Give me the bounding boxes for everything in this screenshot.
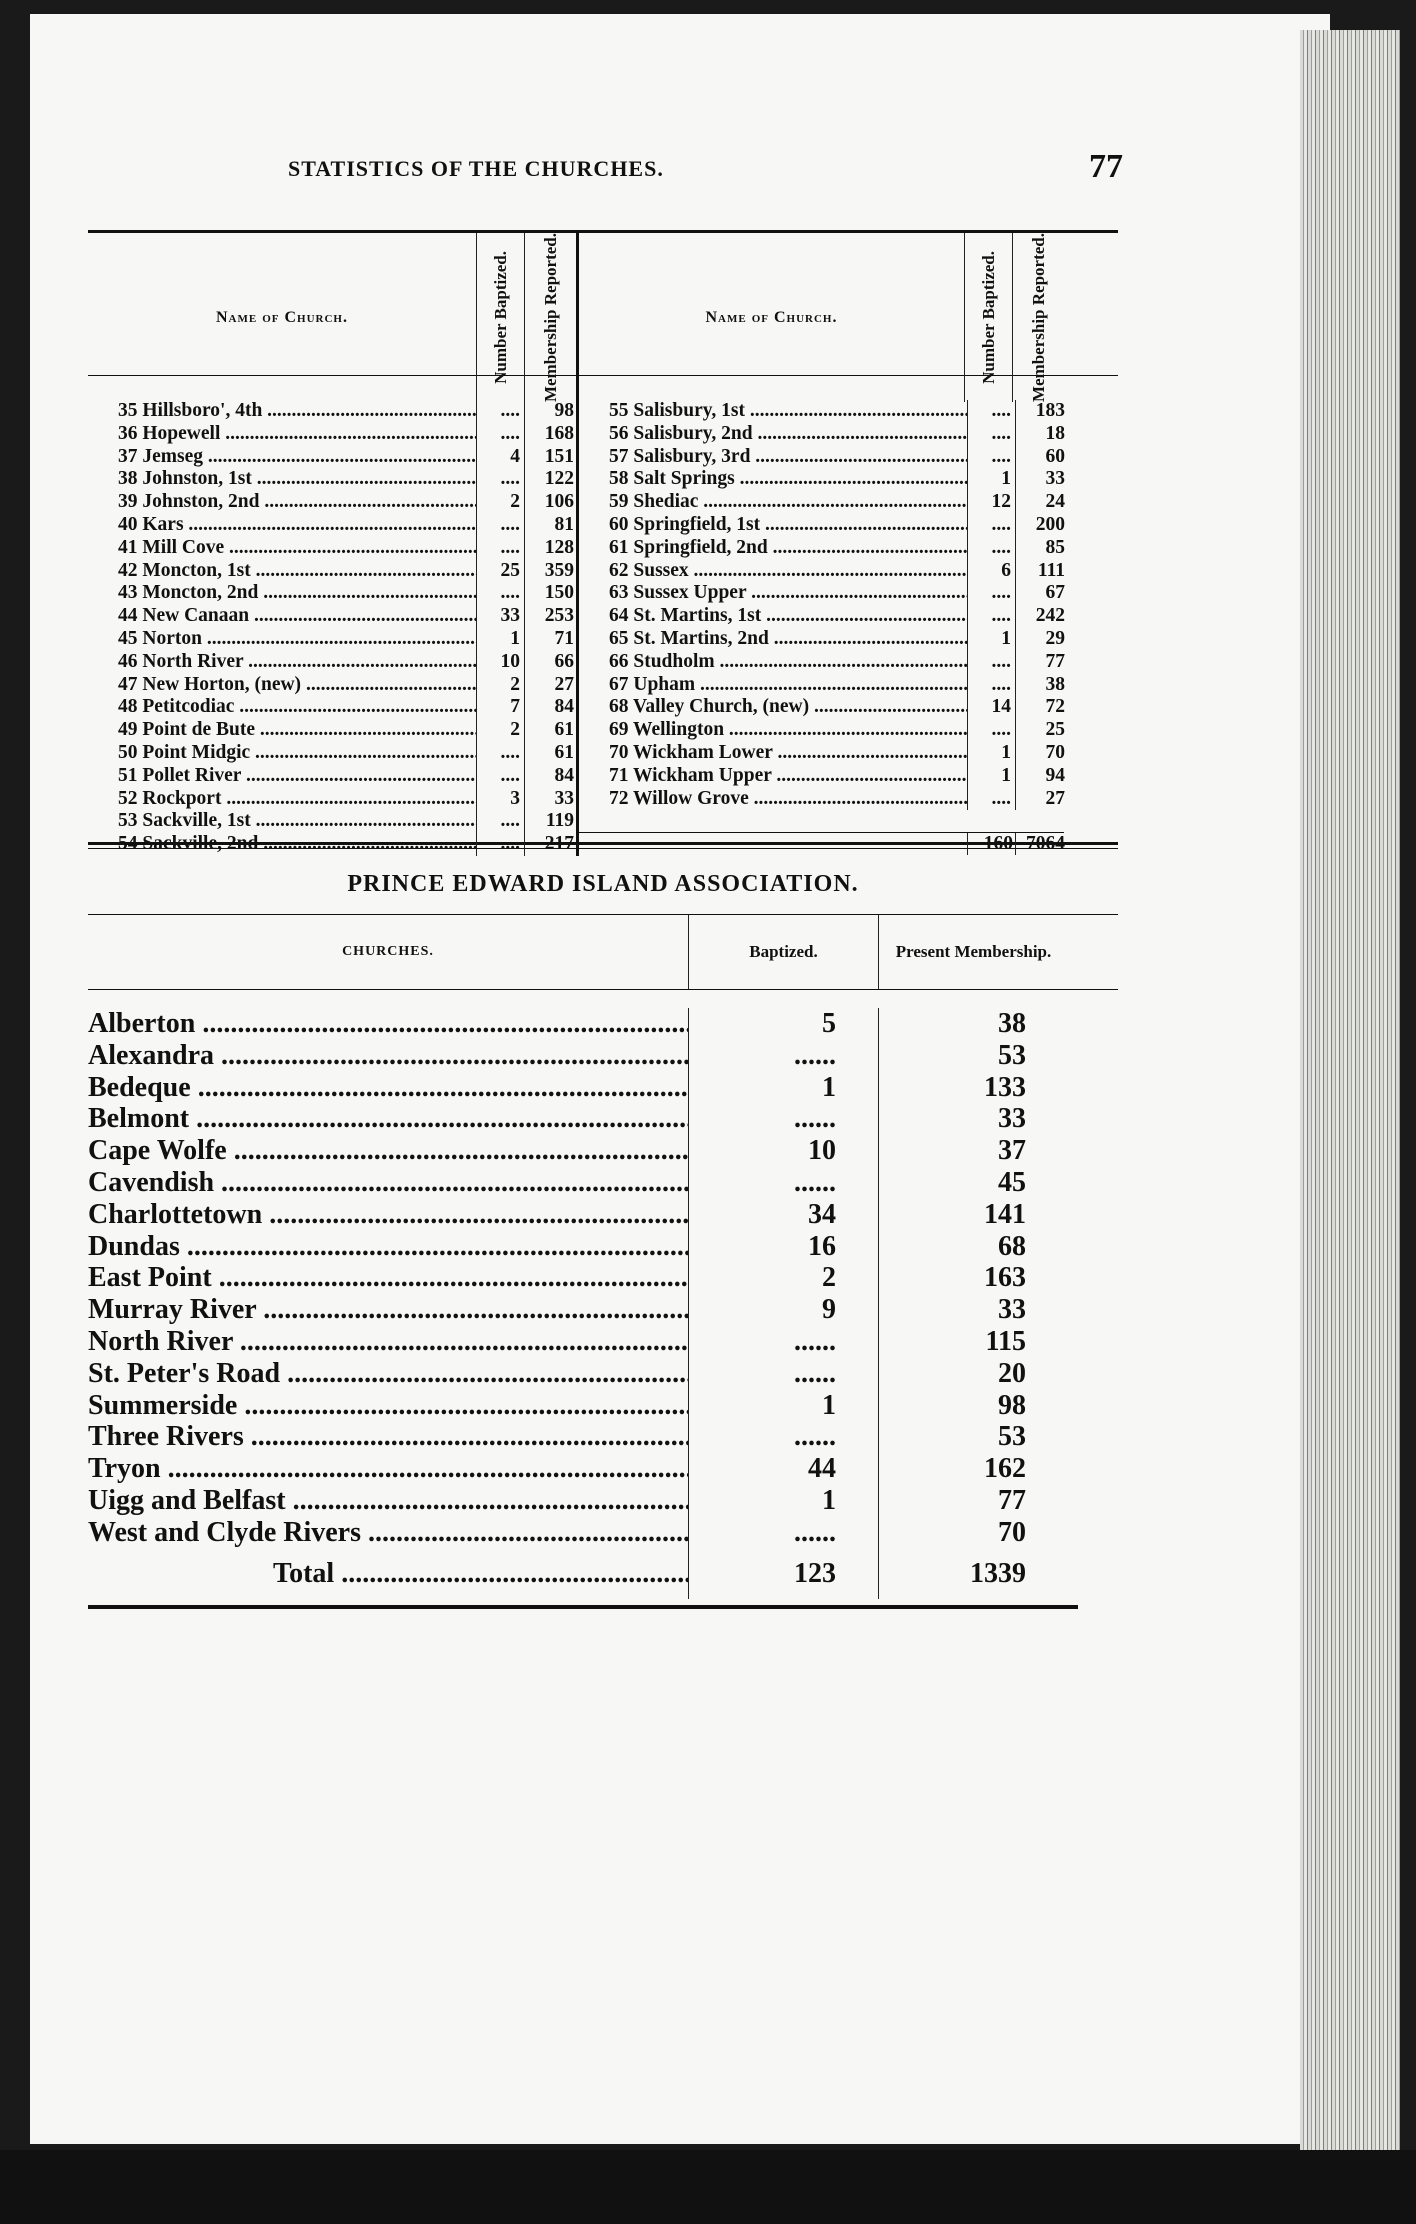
church-name: 68 Valley Church, (new) ..... <box>579 696 967 719</box>
pei-membership-count: 163 <box>984 1262 1026 1294</box>
header-baptized: Baptized. <box>688 915 878 989</box>
baptized-count <box>476 400 524 423</box>
pei-baptized-count: 1 <box>822 1071 836 1103</box>
membership-count: 128 <box>524 537 576 560</box>
baptized-count: 2 <box>476 719 524 742</box>
baptized-count: 6 <box>967 560 1015 583</box>
pei-membership-count: 133 <box>984 1071 1026 1103</box>
pei-membership-count: 162 <box>984 1453 1026 1485</box>
pei-church-name: Summerside ..... <box>88 1390 688 1422</box>
church-name: 56 Salisbury, 2nd ..... <box>579 423 967 446</box>
table-row <box>88 537 576 560</box>
membership-count: 25 <box>1015 719 1067 742</box>
table-row <box>579 423 1064 446</box>
table-row <box>579 582 1064 605</box>
membership-count: 33 <box>524 788 576 811</box>
running-head <box>88 140 1123 190</box>
nb-totals-row <box>579 832 1064 855</box>
church-name: 40 Kars ..... <box>88 514 476 537</box>
pei-church-name: Belmont ..... <box>88 1103 688 1135</box>
table-row <box>88 719 576 742</box>
table-row <box>579 651 1064 674</box>
pei-church-name: Alexandra ..... <box>88 1040 688 1072</box>
baptized-count <box>476 537 524 560</box>
membership-count: 61 <box>524 742 576 765</box>
table-row <box>579 788 1064 811</box>
membership-count: 111 <box>1015 560 1067 583</box>
baptized-count <box>967 651 1015 674</box>
table-row <box>579 560 1064 583</box>
table-row <box>579 446 1064 469</box>
pei-baptized-count <box>689 1421 878 1453</box>
pei-baptized-count <box>689 1326 878 1358</box>
nb-left-column <box>88 376 576 856</box>
header-present-membership: Present Membership. <box>878 915 1068 989</box>
pei-baptized-count: 44 <box>808 1453 836 1485</box>
baptized-count <box>476 423 524 446</box>
baptized-count <box>476 810 524 833</box>
church-name: 72 Willow Grove ..... <box>579 788 967 811</box>
table-row <box>88 833 576 856</box>
table-row <box>88 446 576 469</box>
pei-membership-count: 33 <box>998 1103 1026 1135</box>
membership-count: 18 <box>1015 423 1067 446</box>
pei-church-name: Three Rivers ..... <box>88 1421 688 1453</box>
baptized-count <box>476 582 524 605</box>
pei-membership-count: 115 <box>985 1325 1026 1357</box>
membership-count: 84 <box>524 696 576 719</box>
pei-baptized-count: 2 <box>822 1262 836 1294</box>
church-name: 62 Sussex ..... <box>579 560 967 583</box>
header-number-baptized-left: Number Baptized. <box>476 233 524 402</box>
membership-count: 253 <box>524 605 576 628</box>
baptized-count <box>967 446 1015 469</box>
baptized-count: 7 <box>476 696 524 719</box>
table-row <box>579 696 1064 719</box>
membership-count: 27 <box>1015 788 1067 811</box>
page-edge <box>1300 30 1400 2180</box>
baptized-count: 2 <box>476 491 524 514</box>
running-title: STATISTICS OF THE CHURCHES. <box>288 156 664 181</box>
nb-total-membership: 7064 <box>1015 833 1067 855</box>
membership-count: 122 <box>524 468 576 491</box>
pei-total-label: Total ..... <box>88 1549 688 1599</box>
pei-table-body <box>88 990 1118 1549</box>
pei-membership-count: 33 <box>998 1294 1026 1326</box>
baptized-count <box>476 468 524 491</box>
pei-total-membership: 1339 <box>878 1549 1068 1599</box>
header-churches: CHURCHES. <box>342 944 434 959</box>
membership-count: 60 <box>1015 446 1067 469</box>
baptized-count <box>967 719 1015 742</box>
table-row <box>88 742 576 765</box>
pei-membership-count: 20 <box>998 1357 1026 1389</box>
baptized-count <box>967 582 1015 605</box>
table-row <box>579 742 1064 765</box>
baptized-count: 14 <box>967 696 1015 719</box>
table-row <box>88 628 576 651</box>
membership-count: 81 <box>524 514 576 537</box>
church-name: 66 Studholm ..... <box>579 651 967 674</box>
baptized-count: 33 <box>476 605 524 628</box>
header-membership-reported-right: Membership Reported. <box>1012 233 1064 402</box>
pei-membership-count: 68 <box>998 1230 1026 1262</box>
pei-membership-count: 77 <box>998 1484 1026 1516</box>
pei-baptized-count: 34 <box>808 1198 836 1230</box>
table-row <box>88 423 576 446</box>
pei-baptized-count: 1 <box>822 1389 836 1421</box>
membership-count: 98 <box>524 400 576 423</box>
membership-count: 84 <box>524 765 576 788</box>
church-name: 71 Wickham Upper ..... <box>579 765 967 788</box>
baptized-count <box>967 514 1015 537</box>
header-name-of-church-left: Name of Church. <box>216 308 348 326</box>
church-name: 58 Salt Springs ..... <box>579 468 967 491</box>
pei-church-name: North River ..... <box>88 1326 688 1358</box>
church-name: 41 Mill Cove ..... <box>88 537 476 560</box>
church-name: 44 New Canaan ..... <box>88 605 476 628</box>
table-row <box>579 765 1064 788</box>
table-row <box>88 400 576 423</box>
baptized-count: 1 <box>967 468 1015 491</box>
baptized-count <box>967 423 1015 446</box>
pei-church-name: Murray River ..... <box>88 1294 688 1326</box>
church-name: 50 Point Midgic ..... <box>88 742 476 765</box>
pei-church-name: West and Clyde Rivers ..... <box>88 1517 688 1549</box>
church-name: 52 Rockport ..... <box>88 788 476 811</box>
pei-total-row <box>88 1549 1118 1599</box>
table-row <box>579 514 1064 537</box>
membership-count: 242 <box>1015 605 1067 628</box>
membership-count: 66 <box>524 651 576 674</box>
pei-membership-count: 45 <box>998 1166 1026 1198</box>
table-row <box>88 696 576 719</box>
nb-total-baptized: 160 <box>967 833 1015 855</box>
church-name: 65 St. Martins, 2nd ..... <box>579 628 967 651</box>
pei-baptized-count: 9 <box>822 1294 836 1326</box>
church-name: 43 Moncton, 2nd ..... <box>88 582 476 605</box>
church-name: 61 Springfield, 2nd ..... <box>579 537 967 560</box>
church-name: 39 Johnston, 2nd ..... <box>88 491 476 514</box>
membership-count: 27 <box>524 674 576 697</box>
baptized-count <box>476 742 524 765</box>
church-name: 57 Salisbury, 3rd ..... <box>579 446 967 469</box>
table-row <box>88 788 576 811</box>
pei-total-baptized: 123 <box>688 1549 878 1599</box>
table-row <box>88 560 576 583</box>
church-name: 38 Johnston, 1st ..... <box>88 468 476 491</box>
pei-baptized-count <box>689 1040 878 1072</box>
nb-table-header <box>88 233 1118 403</box>
table-row <box>579 468 1064 491</box>
pei-names-column <box>88 1008 688 1549</box>
page-number: 77 <box>1089 148 1123 185</box>
pei-baptized-count: 1 <box>822 1484 836 1516</box>
church-name: 45 Norton ..... <box>88 628 476 651</box>
header-membership-reported-left: Membership Reported. <box>524 233 576 402</box>
church-name: 59 Shediac ..... <box>579 491 967 514</box>
pei-membership-count: 53 <box>998 1421 1026 1453</box>
church-name: 70 Wickham Lower ..... <box>579 742 967 765</box>
church-name: 63 Sussex Upper ..... <box>579 582 967 605</box>
membership-count: 85 <box>1015 537 1067 560</box>
baptized-count <box>967 400 1015 423</box>
pei-membership-count: 141 <box>984 1198 1026 1230</box>
pei-membership-count: 38 <box>998 1008 1026 1039</box>
church-name: 49 Point de Bute ..... <box>88 719 476 742</box>
membership-count: 77 <box>1015 651 1067 674</box>
pei-baptized-count: 5 <box>822 1008 836 1039</box>
pei-baptized-count <box>689 1167 878 1199</box>
church-name: 48 Petitcodiac ..... <box>88 696 476 719</box>
header-number-baptized-right: Number Baptized. <box>964 233 1012 402</box>
church-name: 53 Sackville, 1st ..... <box>88 810 476 833</box>
baptized-count <box>967 537 1015 560</box>
table-row <box>579 628 1064 651</box>
table-row <box>579 605 1064 628</box>
membership-count: 33 <box>1015 468 1067 491</box>
membership-count: 29 <box>1015 628 1067 651</box>
church-name: 35 Hillsboro', 4th ..... <box>88 400 476 423</box>
baptized-count <box>967 674 1015 697</box>
church-name: 46 North River ..... <box>88 651 476 674</box>
baptized-count <box>967 788 1015 811</box>
membership-count: 200 <box>1015 514 1067 537</box>
church-name: 64 St. Martins, 1st ..... <box>579 605 967 628</box>
membership-count: 24 <box>1015 491 1067 514</box>
table-row <box>579 400 1064 423</box>
table-row <box>88 651 576 674</box>
membership-count: 72 <box>1015 696 1067 719</box>
pei-baptized-column <box>688 1008 878 1549</box>
membership-count: 70 <box>1015 742 1067 765</box>
table-row <box>579 491 1064 514</box>
church-name: 42 Moncton, 1st ..... <box>88 560 476 583</box>
membership-count: 150 <box>524 582 576 605</box>
baptized-count <box>476 514 524 537</box>
nb-table-body <box>88 376 1118 855</box>
pei-membership-count: 70 <box>998 1516 1026 1548</box>
membership-count: 94 <box>1015 765 1067 788</box>
pei-membership-count: 53 <box>998 1039 1026 1071</box>
header-name-of-church-right: Name of Church. <box>576 233 964 402</box>
table-row <box>88 605 576 628</box>
church-name: 69 Wellington ..... <box>579 719 967 742</box>
pei-church-name: Dundas ..... <box>88 1231 688 1263</box>
baptized-count: 1 <box>967 742 1015 765</box>
church-name: 67 Upham ..... <box>579 674 967 697</box>
baptized-count: 3 <box>476 788 524 811</box>
pei-baptized-count: 10 <box>808 1135 836 1167</box>
pei-baptized-count: 16 <box>808 1230 836 1262</box>
pei-church-name: Alberton ..... <box>88 1008 688 1040</box>
membership-count: 183 <box>1015 400 1067 423</box>
baptized-count: 1 <box>476 628 524 651</box>
membership-count: 217 <box>524 833 576 856</box>
church-name: 54 Sackville, 2nd ..... <box>88 833 476 856</box>
pei-baptized-count <box>689 1358 878 1390</box>
membership-count: 67 <box>1015 582 1067 605</box>
baptized-count: 12 <box>967 491 1015 514</box>
church-name: 36 Hopewell ..... <box>88 423 476 446</box>
table-bottom-rule <box>88 1605 1078 1609</box>
baptized-count: 10 <box>476 651 524 674</box>
membership-count: 71 <box>524 628 576 651</box>
table-row <box>88 491 576 514</box>
pei-church-name: Charlottetown ..... <box>88 1199 688 1231</box>
baptized-count <box>476 765 524 788</box>
table-row <box>88 468 576 491</box>
membership-count: 359 <box>524 560 576 583</box>
pei-membership-count: 37 <box>998 1135 1026 1167</box>
membership-count: 38 <box>1015 674 1067 697</box>
pei-church-name: Bedeque ..... <box>88 1072 688 1104</box>
baptized-count <box>967 605 1015 628</box>
baptized-count: 4 <box>476 446 524 469</box>
table-row <box>579 719 1064 742</box>
pei-association-title: PRINCE EDWARD ISLAND ASSOCIATION. <box>347 871 859 897</box>
church-name: 51 Pollet River ..... <box>88 765 476 788</box>
baptized-count: 25 <box>476 560 524 583</box>
pei-church-name: St. Peter's Road ..... <box>88 1358 688 1390</box>
table-row <box>88 810 576 833</box>
baptized-count <box>476 833 524 856</box>
church-name: 37 Jemseg ..... <box>88 446 476 469</box>
baptized-count: 2 <box>476 674 524 697</box>
membership-count: 61 <box>524 719 576 742</box>
table-row <box>88 765 576 788</box>
table-row <box>88 514 576 537</box>
pei-baptized-count <box>689 1517 878 1549</box>
pei-church-name: Uigg and Belfast ..... <box>88 1485 688 1517</box>
pei-membership-count: 98 <box>998 1389 1026 1421</box>
pei-church-name: Tryon ..... <box>88 1453 688 1485</box>
membership-count: 119 <box>524 810 576 833</box>
table-row <box>88 582 576 605</box>
table-row <box>579 537 1064 560</box>
church-name: 47 New Horton, (new) ..... <box>88 674 476 697</box>
church-name: 55 Salisbury, 1st ..... <box>579 400 967 423</box>
pei-baptized-count <box>689 1103 878 1135</box>
membership-count: 106 <box>524 491 576 514</box>
pei-membership-column <box>878 1008 1068 1549</box>
church-name: 60 Springfield, 1st ..... <box>579 514 967 537</box>
membership-count: 151 <box>524 446 576 469</box>
scan-border <box>0 2150 1416 2224</box>
page-content <box>88 140 1123 1609</box>
nb-right-column <box>576 376 1064 856</box>
pei-church-name: Cavendish ..... <box>88 1167 688 1199</box>
pei-church-name: Cape Wolfe ..... <box>88 1135 688 1167</box>
pei-table-header <box>88 914 1118 990</box>
table-row <box>579 674 1064 697</box>
membership-count: 168 <box>524 423 576 446</box>
baptized-count: 1 <box>967 628 1015 651</box>
pei-church-name: East Point ..... <box>88 1262 688 1294</box>
baptized-count: 1 <box>967 765 1015 788</box>
table-row <box>88 674 576 697</box>
